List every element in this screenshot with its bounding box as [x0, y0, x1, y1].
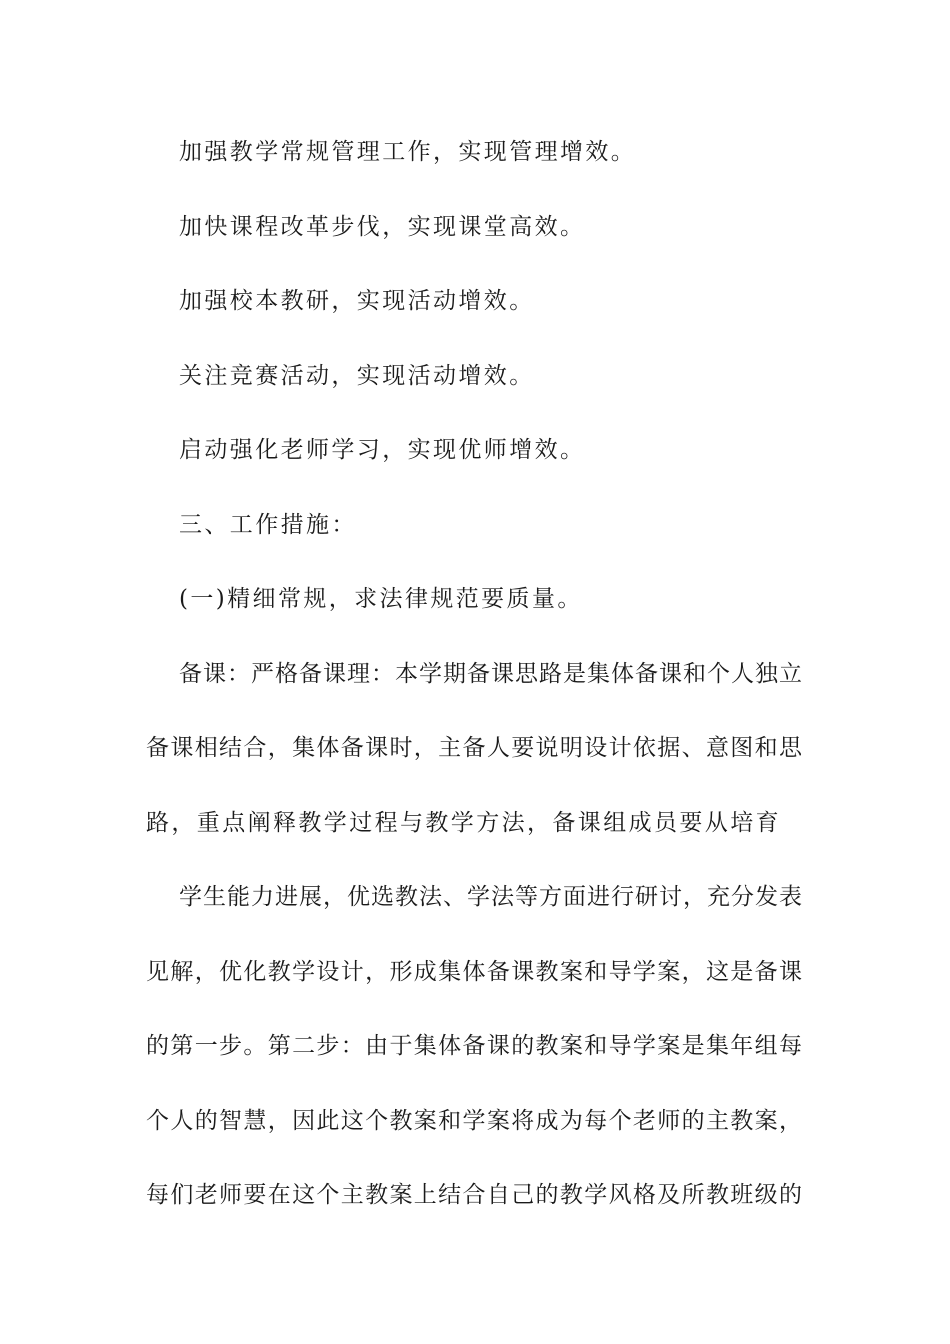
paragraph-line-3: 路，重点阐释教学过程与教学方法，备课组成员要从培育 [146, 810, 781, 836]
paragraph-line-4: 学生能力进展，优选教法、学法等方面进行研讨，充分发表 [179, 884, 802, 910]
paragraph-line-6: 的第一步。第二步：由于集体备课的教案和导学案是集年组每 [146, 1033, 802, 1059]
goal-line-1: 加强教学常规管理工作，实现管理增效。 [179, 139, 637, 165]
goal-line-5: 启动强化老师学习，实现优师增效。 [179, 437, 586, 463]
goal-line-3: 加强校本教研，实现活动增效。 [179, 288, 535, 314]
goal-line-4: 关注竞赛活动，实现活动增效。 [179, 363, 535, 389]
section-heading-measures: 三、工作措施： [179, 512, 357, 538]
paragraph-line-8: 每们老师要在这个主教案上结合自己的教学风格及所教班级的 [146, 1182, 802, 1208]
goal-line-2: 加快课程改革步伐，实现课堂高效。 [179, 214, 586, 240]
paragraph-line-5: 见解，优化教学设计，形成集体备课教案和导学案，这是备课 [146, 959, 802, 985]
paragraph-line-2: 备课相结合，集体备课时，主备人要说明设计依据、意图和思 [146, 735, 802, 761]
paragraph-line-7: 个人的智慧，因此这个教案和学案将成为每个老师的主教案， [146, 1108, 802, 1134]
paragraph-line-1: 备课：严格备课理：本学期备课思路是集体备课和个人独立 [179, 661, 802, 687]
subsection-heading-1: (一)精细常规，求法律规范要质量。 [179, 586, 583, 612]
